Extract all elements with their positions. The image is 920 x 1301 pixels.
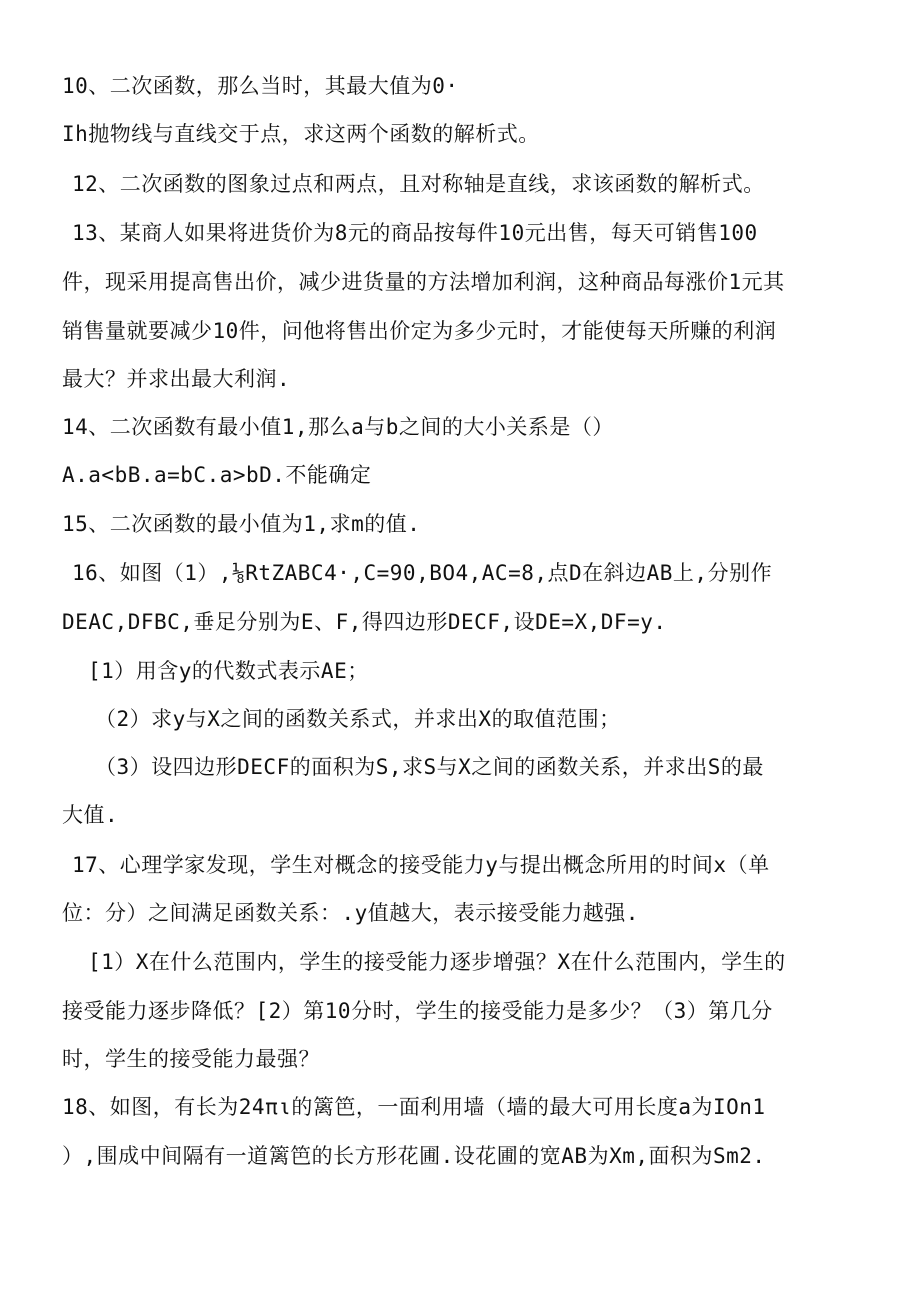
q17-part-2: 接受能力逐步降低？[2）第10分时，学生的接受能力是多少？（3）第几分 [62,999,773,1023]
q16-part-2: （2）求y与X之间的函数关系式，并求出X的取值范围； [95,707,621,731]
q17-line-1: 17、心理学家发现，学生对概念的接受能力y与提出概念所用的时间x（单 [72,853,770,877]
q15-line: 15、二次函数的最小值为1,求m的值. [62,512,421,536]
q13-line-2: 件，现采用提高售出价，减少进货量的方法增加利润，这种商品每涨价1元其 [62,270,785,294]
q17-part-3: 时，学生的接受能力最强？ [62,1047,320,1071]
q17-part-1: [1）X在什么范围内，学生的接受能力逐步增强？X在什么范围内，学生的 [88,950,786,974]
q18-line-1: 18、如图，有长为24πι的篱笆，一面利用墙（墙的最大可用长度a为IOn1 [62,1095,766,1119]
q12-line: 12、二次函数的图象过点和两点，且对称轴是直线，求该函数的解析式。 [72,172,765,196]
q13-line-3: 销售量就要减少10件，问他将售出价定为多少元时，才能使每天所赚的利润 [62,319,777,343]
q13-line-1: 13、某商人如果将进货价为8元的商品按每件10元出售，每天可销售100 [72,221,758,245]
q16-part-3: （3）设四边形DECF的面积为S,求S与X之间的函数关系，并求出S的最 [95,755,764,779]
q16-part-1: [1）用含y的代数式表示AE； [88,659,369,683]
q13-line-4: 最大？并求出最大利润. [62,367,291,391]
q16-line-1: 16、如图（1）,⅛RtZABC4·,C=90,BO4,AC=8,点D在斜边AB上,分别作 [72,561,773,585]
q14-options: A.a<bB.a=bC.a>bD.不能确定 [62,463,372,487]
q10-line: 10、二次函数，那么当时，其最大值为0· [62,74,459,98]
q17-line-2: 位：分）之间满足函数关系：.y值越大，表示接受能力越强. [62,901,639,925]
q14-line: 14、二次函数有最小值1,那么a与b之间的大小关系是（） [62,415,614,439]
q16-line-2: DEAC,DFBC,垂足分别为E、F,得四边形DECF,设DE=X,DF=y. [62,610,667,634]
q16-part-3-cont: 大值. [62,803,119,827]
q18-line-2: ）,围成中间隔有一道篱笆的长方形花圃.设花圃的宽AB为Xm,面积为Sm2. [62,1144,766,1168]
q11-line: Ih抛物线与直线交于点，求这两个函数的解析式。 [62,122,540,146]
